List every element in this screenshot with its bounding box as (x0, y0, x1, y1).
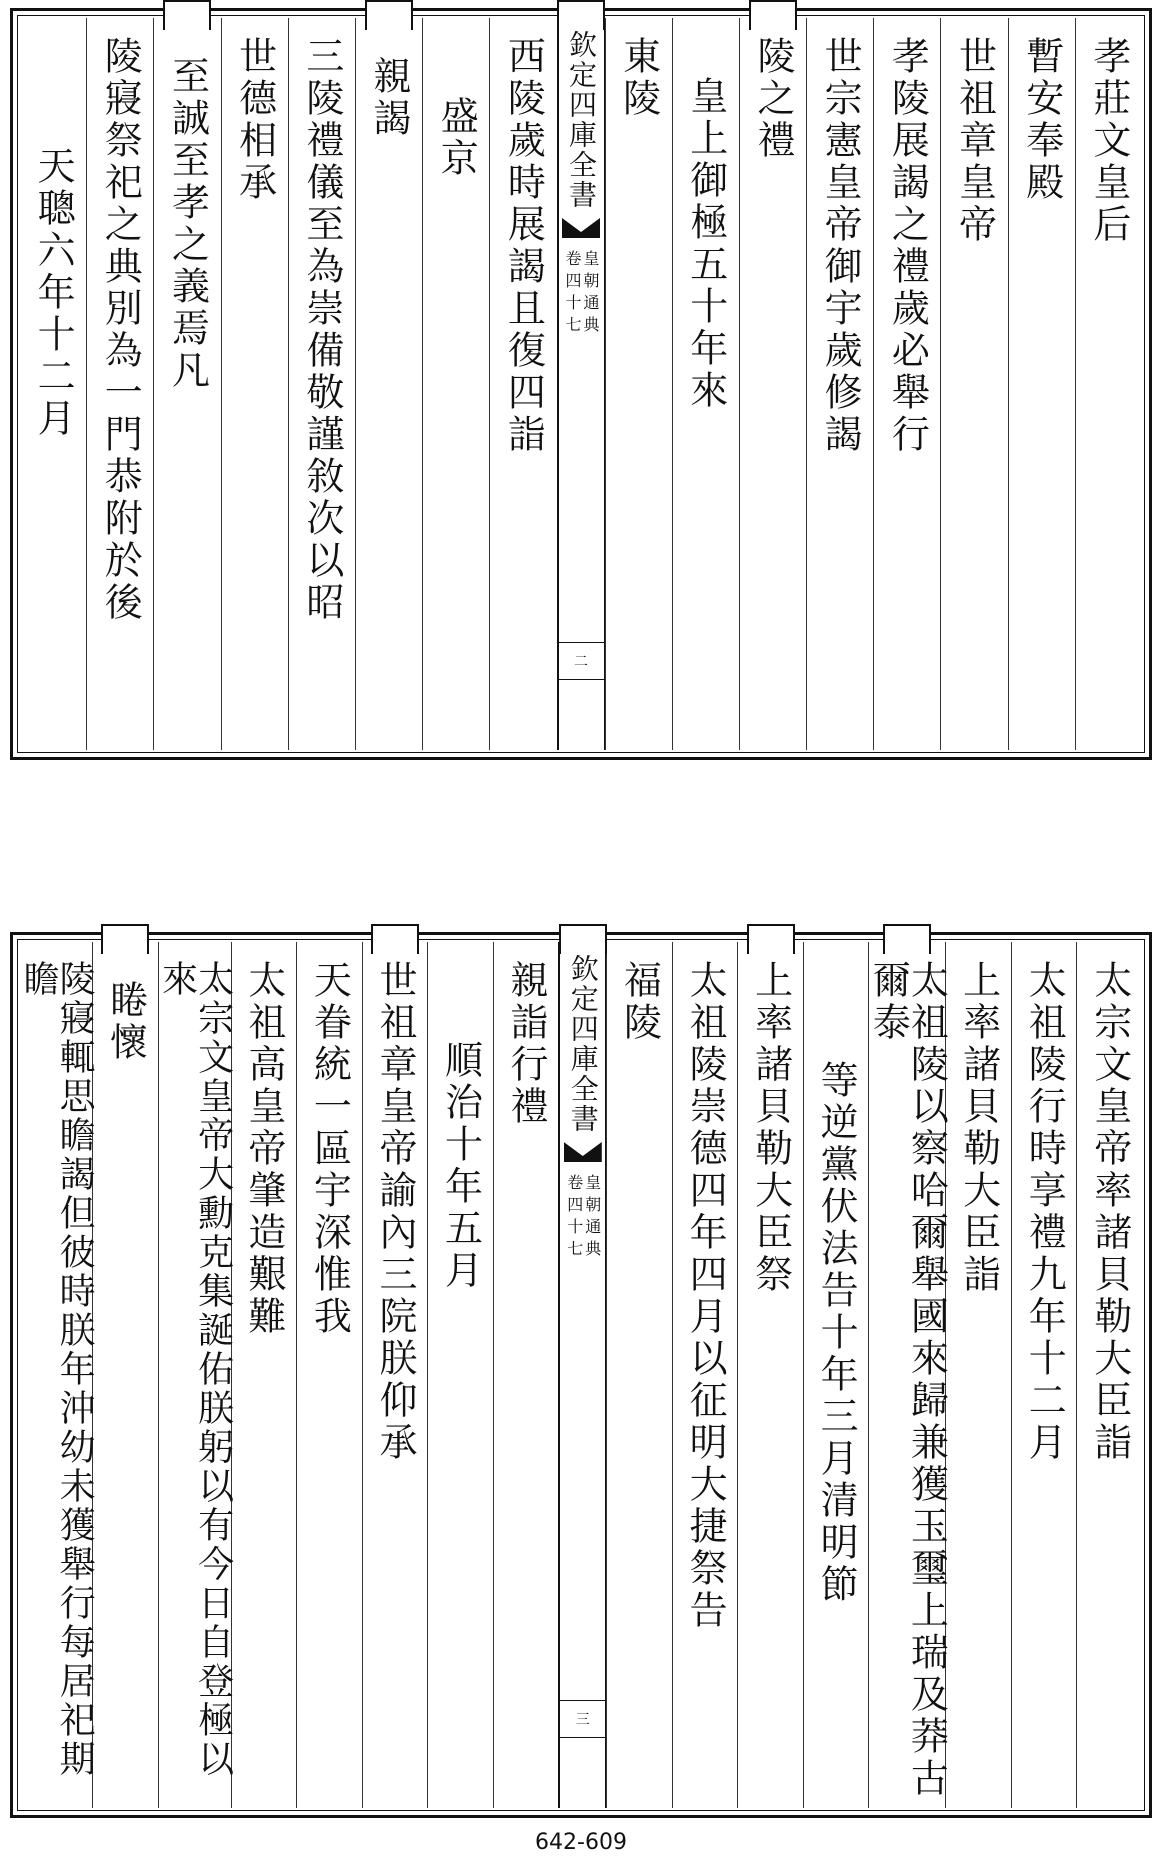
column-text: 太祖陵行時享禮九年十二月 (1022, 960, 1067, 1464)
text-column (20, 18, 86, 750)
center-fold (557, 18, 605, 750)
text-column (355, 18, 422, 750)
text-column (945, 942, 1011, 1808)
column-text: 陵寢祭祀之典別為一門恭附於後 (98, 36, 143, 624)
column-text: 等逆黨伏法告十年三月清明節 (814, 1060, 859, 1606)
text-column (296, 942, 362, 1808)
column-text: 暫安奉殿 (1019, 36, 1064, 204)
page-number: 二 (559, 642, 604, 680)
center-tab (557, 0, 605, 30)
text-column (1075, 18, 1142, 750)
column-text: 皇上御極五十年來 (683, 76, 728, 412)
column-tab (371, 924, 419, 954)
text-column (18, 942, 96, 1808)
book-title: 欽定四庫全書 (565, 30, 598, 210)
column-text: 至誠至孝之義焉凡 (165, 56, 210, 392)
column-text: 太祖陵以察哈爾舉國來歸兼獲玉璽上瑞及莽古爾泰 (866, 960, 949, 1800)
text-column (153, 18, 220, 750)
column-text: 睠懷 (103, 980, 148, 1064)
text-column (489, 18, 556, 750)
center-subtitle (564, 250, 598, 338)
text-column (1011, 942, 1077, 1808)
text-column (362, 942, 428, 1808)
text-column (288, 18, 355, 750)
column-text: 天眷統一區宇深惟我 (307, 960, 352, 1338)
column-text: 親詣行禮 (504, 960, 549, 1128)
column-text: 盛京 (434, 96, 479, 180)
fishtail-mark (562, 218, 600, 238)
column-tab (101, 924, 149, 954)
fishtail-mark (564, 1142, 602, 1162)
text-column (1008, 18, 1075, 750)
text-column (1076, 942, 1142, 1808)
column-text: 親謁 (367, 56, 412, 140)
column-tab (749, 0, 797, 30)
catalog-number: 642-609 (535, 1830, 627, 1855)
text-column (606, 942, 672, 1808)
text-column (803, 942, 869, 1808)
column-text: 福陵 (617, 960, 662, 1044)
center-fold (558, 942, 606, 1808)
column-tab (365, 0, 413, 30)
text-column (672, 942, 738, 1808)
text-column (737, 942, 803, 1808)
column-text: 陵之禮 (750, 36, 795, 162)
volume-label: 卷四十七 (564, 1174, 584, 1262)
column-grid (20, 942, 1142, 1808)
column-text: 上率諸貝勒大臣詣 (956, 960, 1001, 1296)
text-column (231, 942, 297, 1808)
text-column (806, 18, 873, 750)
page-top (10, 8, 1152, 760)
page-bottom (10, 932, 1152, 1818)
column-tab (747, 924, 795, 954)
text-column (866, 942, 949, 1808)
column-text: 三陵禮儀至為崇備敬謹敘次以昭 (299, 36, 344, 624)
text-column (940, 18, 1007, 750)
text-column (156, 942, 234, 1808)
column-text: 上率諸貝勒大臣祭 (748, 960, 793, 1296)
page-number: 三 (560, 1700, 605, 1738)
text-column (221, 18, 288, 750)
column-text: 太祖陵崇德四年四月以征明大捷祭告 (683, 960, 728, 1632)
text-column (422, 18, 489, 750)
text-column (739, 18, 806, 750)
text-column (605, 18, 672, 750)
column-tab (883, 924, 931, 954)
text-column (427, 942, 493, 1808)
column-text: 太宗文皇帝率諸貝勒大臣詣 (1087, 960, 1132, 1464)
column-text: 孝陵展謁之禮歲必舉行 (885, 36, 930, 456)
center-tab (559, 924, 607, 954)
text-column (493, 942, 559, 1808)
column-text: 太宗文皇帝大勳克集誕佑朕躬以有今日自登極以來 (156, 960, 234, 1779)
volume-label: 卷四十七 (563, 250, 582, 338)
column-grid (20, 18, 1142, 750)
column-text: 順治十年五月 (438, 1040, 483, 1292)
column-text: 西陵歲時展謁且復四詣 (501, 36, 546, 456)
column-text: 世祖章皇帝 (952, 36, 997, 246)
center-subtitle (566, 1174, 600, 1262)
book-subtitle: 皇朝通典 (582, 1174, 602, 1262)
text-column (672, 18, 739, 750)
column-text: 世宗憲皇帝御宇歲修謁 (818, 36, 863, 456)
column-text: 陵寢輒思瞻謁但彼時朕年沖幼未獲舉行每居祀期瞻 (18, 960, 96, 1779)
text-column (92, 942, 158, 1808)
column-tab (163, 0, 211, 30)
column-text: 東陵 (616, 36, 661, 120)
column-text: 太祖高皇帝肇造艱難 (241, 960, 286, 1338)
text-column (86, 18, 153, 750)
column-text: 孝莊文皇后 (1086, 36, 1131, 246)
column-text: 世祖章皇帝諭內三院朕仰承 (372, 960, 417, 1464)
text-column (873, 18, 940, 750)
column-text: 天聰六年十二月 (31, 146, 76, 440)
book-subtitle: 皇朝通典 (581, 250, 600, 338)
book-title: 欽定四庫全書 (566, 954, 600, 1134)
column-text: 世德相承 (232, 36, 277, 204)
